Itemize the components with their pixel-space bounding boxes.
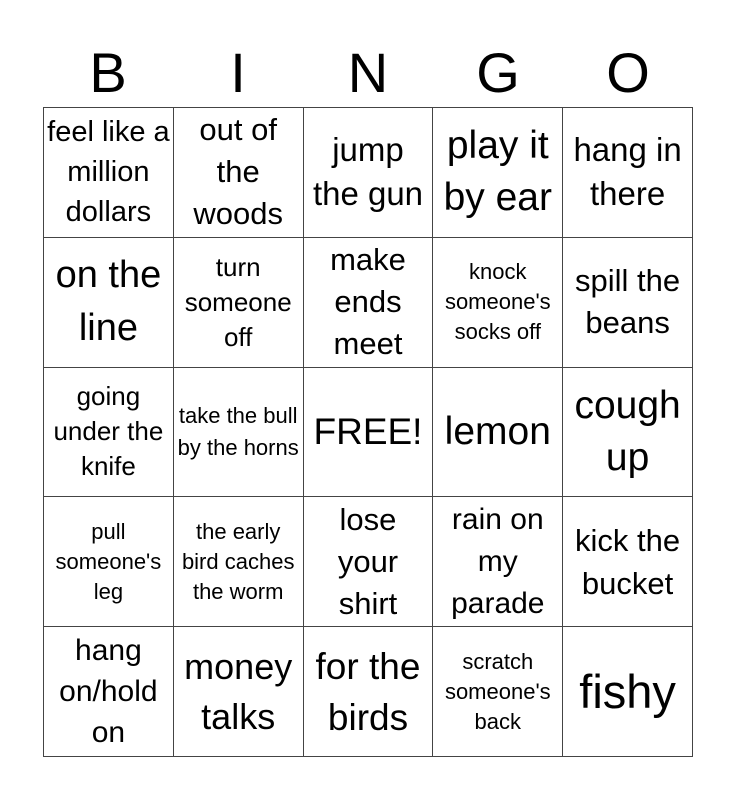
bingo-cell-r2-c3[interactable] <box>433 368 563 498</box>
bingo-cell-text: take the bull by the horns <box>177 402 299 460</box>
bingo-cell-r2-c4[interactable] <box>563 368 693 498</box>
header-letter-n: N <box>347 41 389 104</box>
bingo-cell-text: make ends meet <box>330 242 406 362</box>
bingo-cell-r0-c2[interactable] <box>304 108 434 238</box>
bingo-cell-text: money talks <box>184 645 293 737</box>
bingo-cell-text: going under the knife <box>53 381 164 482</box>
bingo-cell-r2-c2[interactable] <box>304 368 434 498</box>
bingo-grid <box>43 107 693 757</box>
bingo-cell-text: spill the beans <box>575 263 681 341</box>
header-letter-b: B <box>89 41 127 104</box>
header-letter-o: O <box>606 41 650 104</box>
bingo-cell-text: lemon <box>444 409 551 453</box>
bingo-cell-text: fishy <box>579 664 676 718</box>
bingo-cell-r0-c1[interactable] <box>174 108 304 238</box>
bingo-cell-text: for the birds <box>315 645 421 738</box>
header-letter-g: G <box>476 41 520 104</box>
bingo-cell-r1-c1[interactable] <box>174 238 304 368</box>
bingo-cell-r3-c2[interactable] <box>304 497 434 627</box>
bingo-cell-text: play it by ear <box>443 124 552 220</box>
bingo-cell-r3-c3[interactable] <box>433 497 563 627</box>
bingo-cell-r2-c1[interactable] <box>174 368 304 498</box>
bingo-cell-text: cough up <box>574 383 681 479</box>
bingo-cell-r0-c3[interactable] <box>433 108 563 238</box>
bingo-cell-r2-c0[interactable] <box>44 368 174 498</box>
bingo-cell-r1-c3[interactable] <box>433 238 563 368</box>
bingo-cell-r4-c4[interactable] <box>563 627 693 757</box>
bingo-cell-r0-c0[interactable] <box>44 108 174 238</box>
bingo-cell-r3-c4[interactable] <box>563 497 693 627</box>
bingo-cell-text: turn someone off <box>184 251 292 352</box>
header-letter-i: I <box>230 41 246 104</box>
bingo-cell-text: hang in there <box>573 131 682 213</box>
bingo-cell-r3-c1[interactable] <box>174 497 304 627</box>
bingo-cell-text: feel like a million dollars <box>47 116 170 229</box>
bingo-cell-r1-c4[interactable] <box>563 238 693 368</box>
bingo-cell-r4-c3[interactable] <box>433 627 563 757</box>
bingo-cell-text: jump the gun <box>312 131 424 213</box>
bingo-cell-text: rain on my parade <box>451 502 545 620</box>
bingo-cell-r3-c0[interactable] <box>44 497 174 627</box>
bingo-cell-r0-c4[interactable] <box>563 108 693 238</box>
bingo-cell-text: kick the bucket <box>575 522 681 601</box>
bingo-cell-r4-c0[interactable] <box>44 627 174 757</box>
bingo-cell-text: knock someone's socks off <box>444 259 551 345</box>
bingo-cell-r4-c2[interactable] <box>304 627 434 757</box>
bingo-cell-text: scratch someone's back <box>444 648 551 734</box>
bingo-cell-text: hang on/hold on <box>59 634 158 750</box>
bingo-cell-r1-c0[interactable] <box>44 238 174 368</box>
bingo-cell-r4-c1[interactable] <box>174 627 304 757</box>
bingo-cell-text: on the line <box>55 254 162 350</box>
bingo-cell-text: out of the woods <box>193 112 283 232</box>
bingo-cell-text: lose your shirt <box>337 501 399 621</box>
bingo-cell-text: FREE! <box>313 410 423 452</box>
bingo-header <box>43 40 693 106</box>
bingo-cell-r1-c2[interactable] <box>304 238 434 368</box>
bingo-cell-text: pull someone's leg <box>55 518 162 604</box>
bingo-cell-text: the early bird caches the worm <box>181 518 295 604</box>
